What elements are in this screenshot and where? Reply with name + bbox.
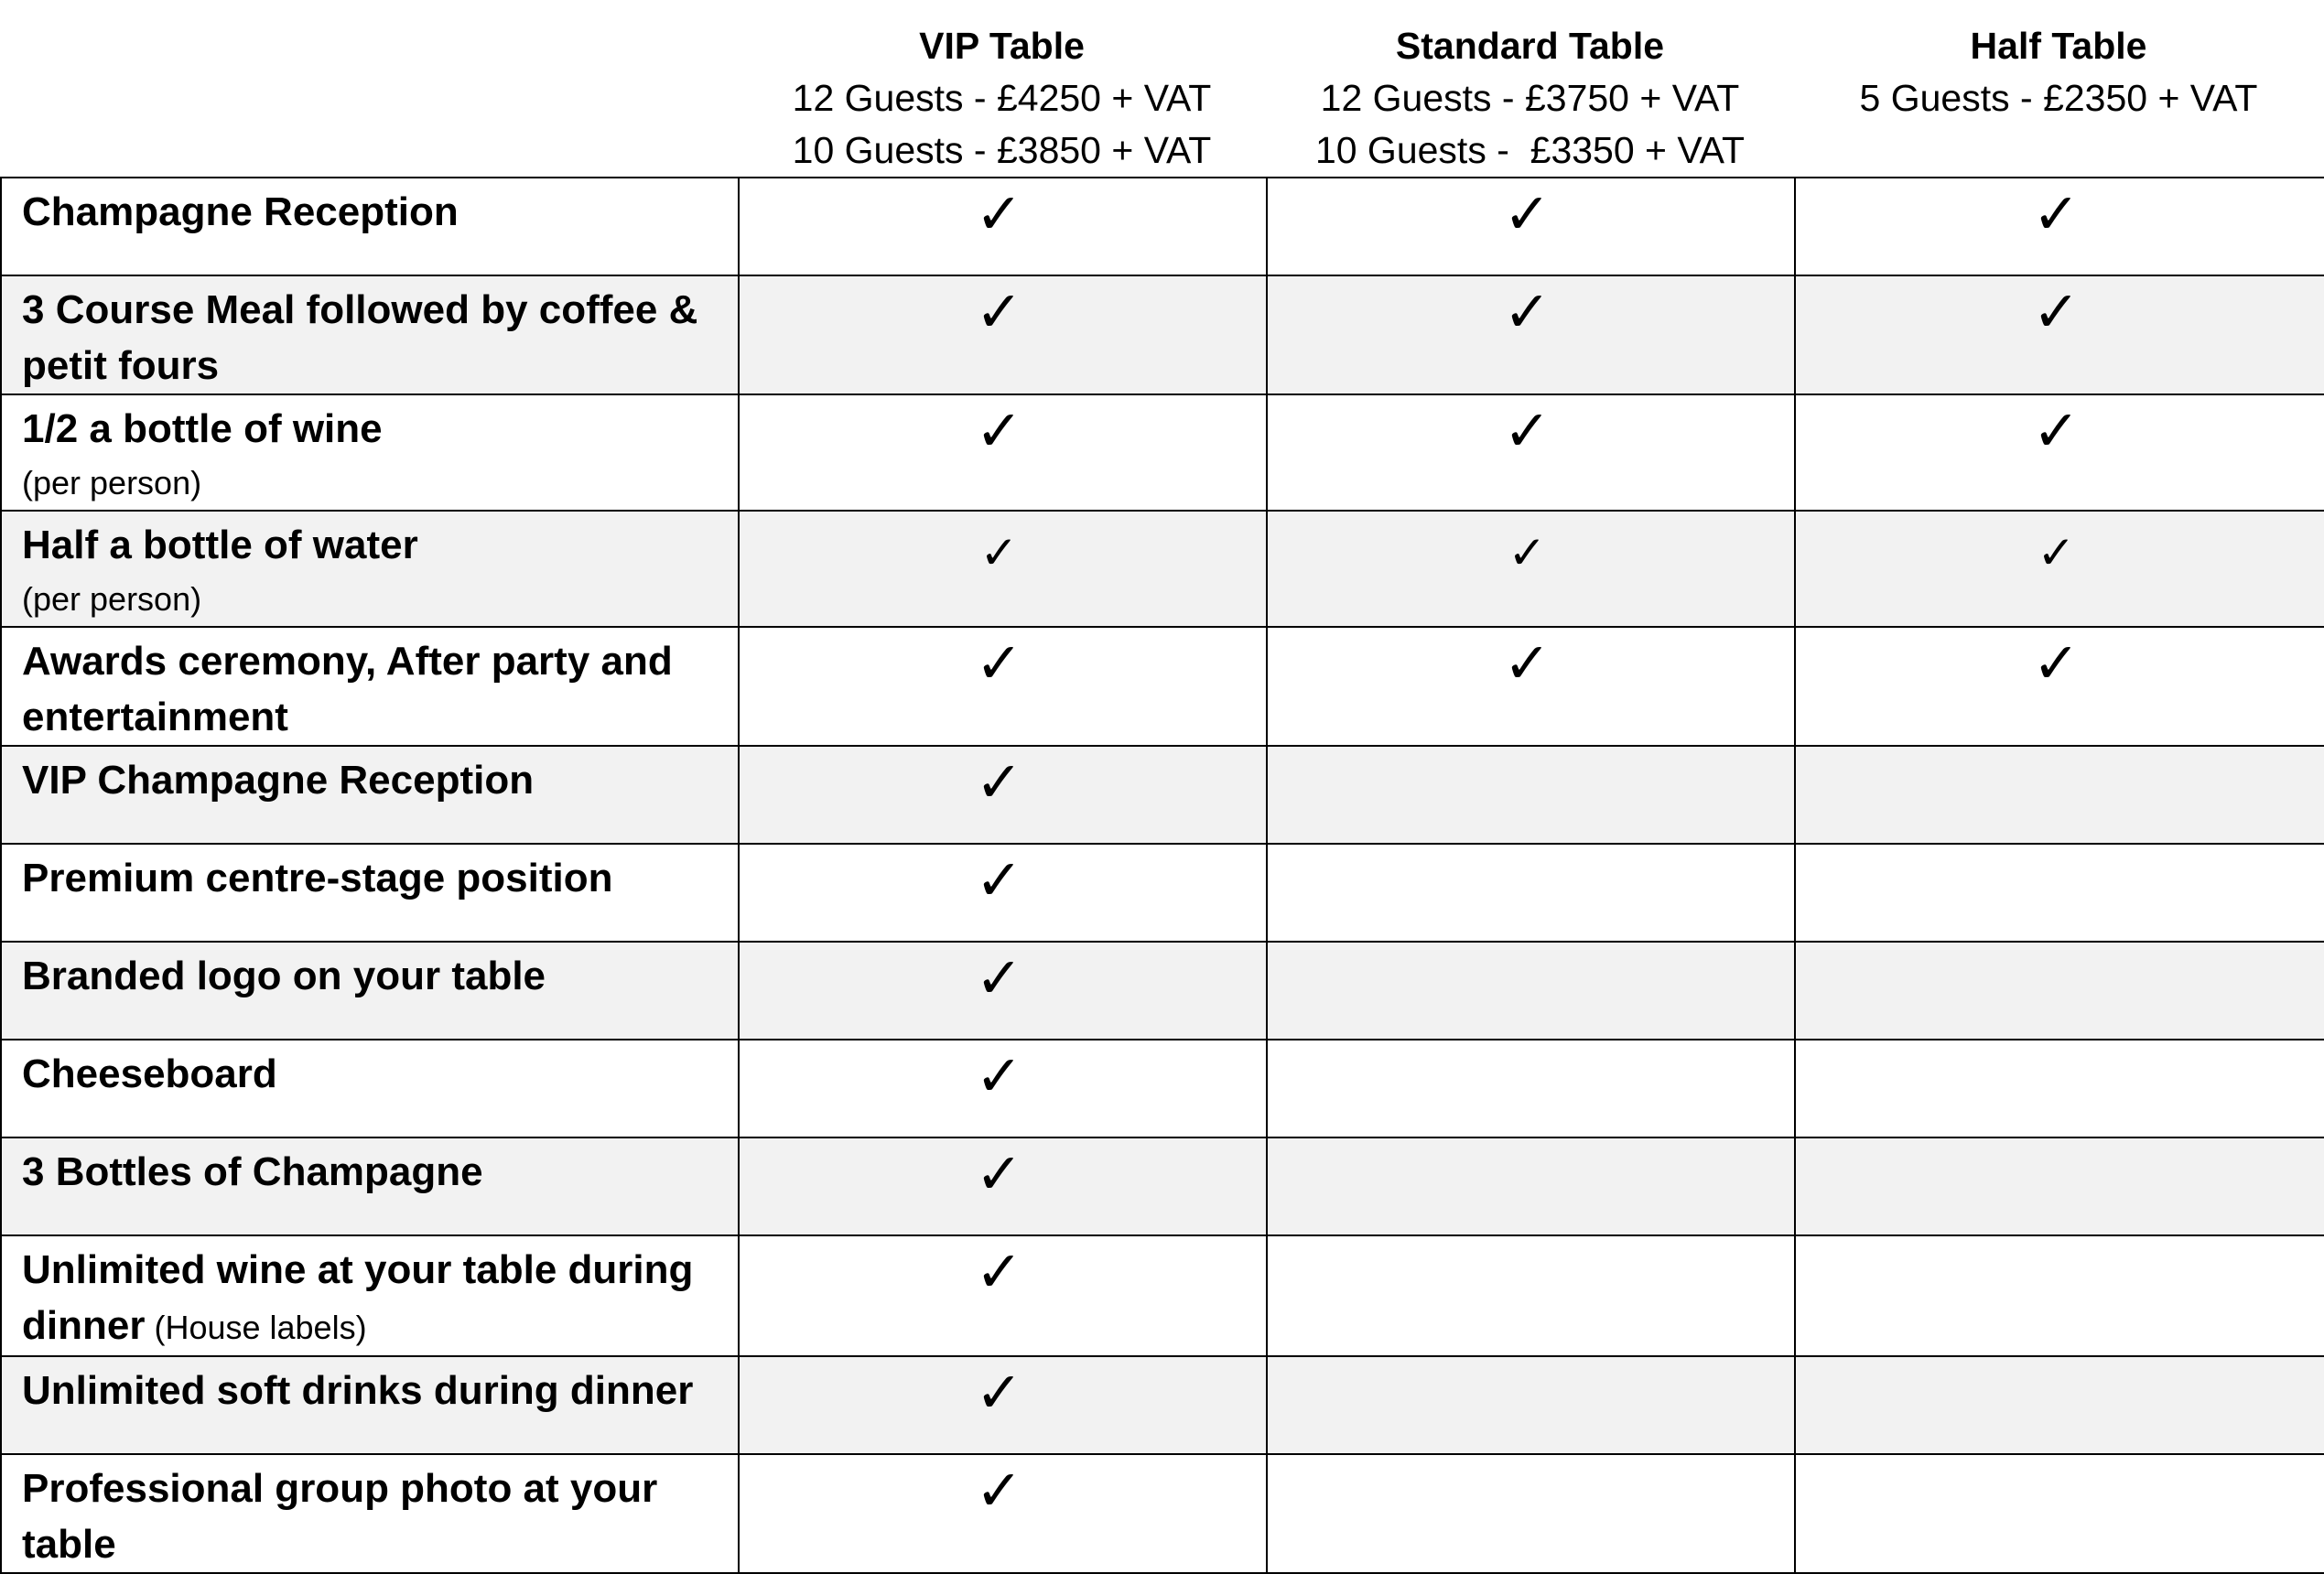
feature-cell <box>1 942 739 1040</box>
standard-cell <box>1267 627 1795 746</box>
table-row <box>1 1137 2324 1235</box>
standard-cell <box>1267 178 1795 275</box>
table-row <box>1 178 2324 275</box>
half-cell <box>1795 746 2324 844</box>
table-row <box>1 1454 2324 1573</box>
price-line: 5 Guests - £2350 + VAT <box>1859 77 2258 119</box>
feature-cell <box>1 627 739 746</box>
half-cell <box>1795 275 2324 394</box>
table-row <box>1 1235 2324 1356</box>
checkmark-icon: ✓ <box>975 944 1023 1011</box>
column-title: Standard Table <box>1395 25 1665 67</box>
table-row <box>1 746 2324 844</box>
checkmark-icon: ✓ <box>975 1457 1023 1524</box>
feature-label: VIP Champagne Reception <box>22 758 535 803</box>
price-line: 10 Guests - £3350 + VAT <box>1314 129 1746 171</box>
checkmark-icon: ✓ <box>1503 278 1551 345</box>
checkmark-icon: ✓ <box>975 630 1023 696</box>
checkmark-icon: ✓ <box>975 278 1023 345</box>
checkmark-icon: ✓ <box>975 846 1023 913</box>
standard-cell <box>1267 275 1795 394</box>
feature-label: Premium centre-stage position <box>22 856 613 900</box>
price-line: 12 Guests - £4250 + VAT <box>792 77 1212 119</box>
feature-cell <box>1 746 739 844</box>
standard-cell <box>1267 394 1795 511</box>
table-row <box>1 844 2324 942</box>
vip-table-header <box>738 20 1266 177</box>
feature-cell <box>1 1356 739 1454</box>
table-row <box>1 511 2324 627</box>
half-cell <box>1795 942 2324 1040</box>
checkmark-icon: ✓ <box>2032 180 2081 247</box>
table-row <box>1 394 2324 511</box>
feature-label: 3 Bottles of Champagne <box>22 1149 483 1194</box>
vip-cell <box>739 942 1267 1040</box>
checkmark-icon: ✓ <box>1503 180 1551 247</box>
vip-cell <box>739 844 1267 942</box>
checkmark-icon: ✓ <box>1503 397 1551 464</box>
vip-cell <box>739 746 1267 844</box>
half-cell <box>1795 511 2324 627</box>
column-title: VIP Table <box>919 25 1085 67</box>
checkmark-icon: ✓ <box>975 180 1023 247</box>
table-row <box>1 627 2324 746</box>
table-row <box>1 1356 2324 1454</box>
feature-cell <box>1 1040 739 1137</box>
checkmark-icon: ✓ <box>979 526 1019 579</box>
checkmark-icon: ✓ <box>975 1042 1023 1109</box>
standard-cell <box>1267 1454 1795 1573</box>
table-row <box>1 1040 2324 1137</box>
feature-label: Professional group photo at your table <box>22 1466 658 1567</box>
feature-cell <box>1 178 739 275</box>
feature-label: Unlimited wine at your table during dinner <box>22 1247 694 1348</box>
vip-cell <box>739 627 1267 746</box>
feature-label: 1/2 a bottle of wine <box>22 406 383 451</box>
half-cell <box>1795 627 2324 746</box>
feature-cell <box>1 511 739 627</box>
checkmark-icon: ✓ <box>975 1238 1023 1305</box>
feature-label: Branded logo on your table <box>22 954 546 998</box>
vip-cell <box>739 1137 1267 1235</box>
column-title: Half Table <box>1970 25 2147 67</box>
vip-cell <box>739 1235 1267 1356</box>
standard-cell <box>1267 1235 1795 1356</box>
half-cell <box>1795 1235 2324 1356</box>
half-cell <box>1795 1454 2324 1573</box>
feature-label: Champagne Reception <box>22 189 459 234</box>
vip-cell <box>739 511 1267 627</box>
feature-cell <box>1 1235 739 1356</box>
checkmark-icon: ✓ <box>2032 278 2081 345</box>
price-line: 12 Guests - £3750 + VAT <box>1320 77 1740 119</box>
half-table-header <box>1794 20 2323 124</box>
vip-cell <box>739 178 1267 275</box>
checkmark-icon: ✓ <box>2037 526 2076 579</box>
feature-cell <box>1 1137 739 1235</box>
checkmark-icon: ✓ <box>975 749 1023 815</box>
feature-cell <box>1 844 739 942</box>
standard-cell <box>1267 1356 1795 1454</box>
checkmark-icon: ✓ <box>975 1140 1023 1207</box>
feature-cell <box>1 275 739 394</box>
standard-cell <box>1267 1040 1795 1137</box>
standard-cell <box>1267 511 1795 627</box>
feature-note: (House labels) <box>154 1309 367 1346</box>
half-cell <box>1795 1356 2324 1454</box>
feature-note: (per person) <box>22 580 202 618</box>
standard-cell <box>1267 1137 1795 1235</box>
vip-cell <box>739 394 1267 511</box>
standard-cell <box>1267 746 1795 844</box>
vip-cell <box>739 1356 1267 1454</box>
vip-cell <box>739 1040 1267 1137</box>
half-cell <box>1795 178 2324 275</box>
standard-table-header <box>1266 20 1794 177</box>
feature-cell <box>1 394 739 511</box>
checkmark-icon: ✓ <box>2032 630 2081 696</box>
table-row <box>1 942 2324 1040</box>
feature-label: 3 Course Meal followed by coffee & petit fours <box>22 287 698 388</box>
feature-label: Half a bottle of water <box>22 523 418 567</box>
half-cell <box>1795 1040 2324 1137</box>
half-cell <box>1795 394 2324 511</box>
feature-cell <box>1 1454 739 1573</box>
checkmark-icon: ✓ <box>975 1359 1023 1426</box>
standard-cell <box>1267 942 1795 1040</box>
vip-cell <box>739 1454 1267 1573</box>
checkmark-icon: ✓ <box>975 397 1023 464</box>
checkmark-icon: ✓ <box>1508 526 1547 579</box>
price-line: 10 Guests - £3850 + VAT <box>792 129 1212 171</box>
half-cell <box>1795 844 2324 942</box>
feature-label: Awards ceremony, After party and entertainment <box>22 639 673 739</box>
table-row <box>1 275 2324 394</box>
checkmark-icon: ✓ <box>2032 397 2081 464</box>
half-cell <box>1795 1137 2324 1235</box>
vip-cell <box>739 275 1267 394</box>
feature-label: Unlimited soft drinks during dinner <box>22 1368 694 1413</box>
standard-cell <box>1267 844 1795 942</box>
checkmark-icon: ✓ <box>1503 630 1551 696</box>
package-comparison-table <box>0 177 2324 1574</box>
feature-label: Cheeseboard <box>22 1051 277 1096</box>
feature-note: (per person) <box>22 464 202 501</box>
package-header <box>0 0 2324 177</box>
